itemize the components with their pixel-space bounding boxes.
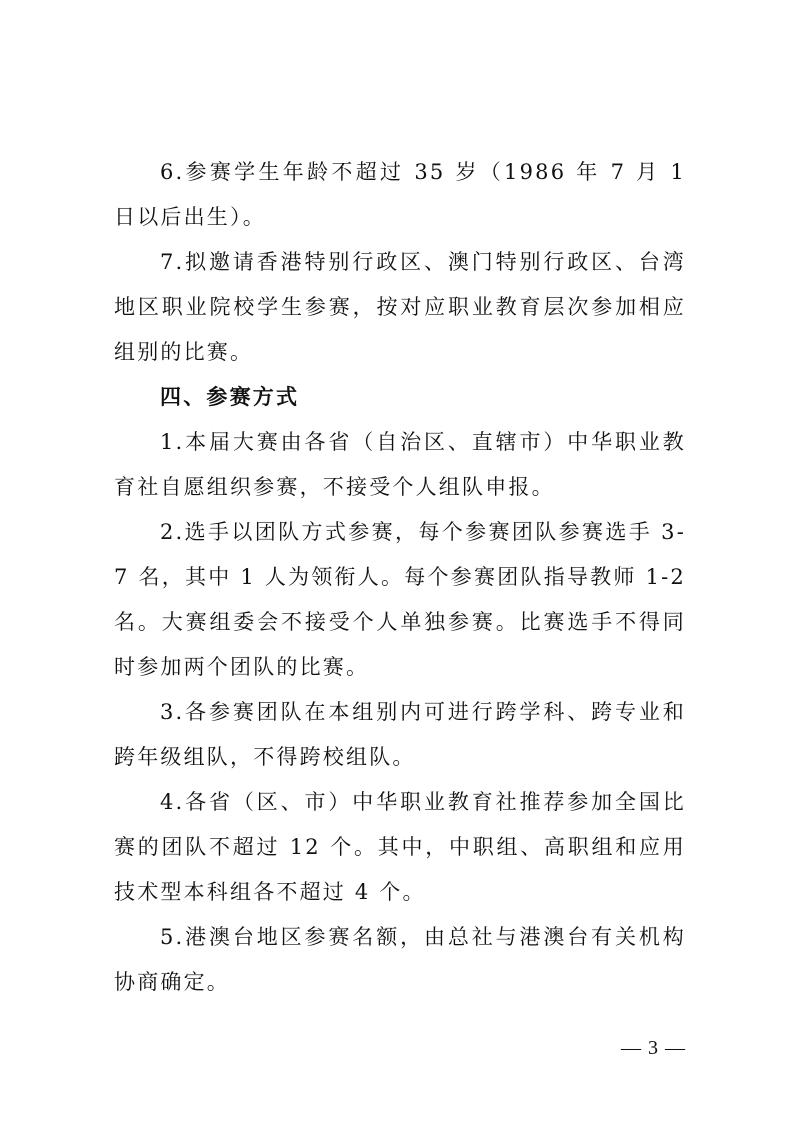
paragraph-team-composition: 2.选手以团队方式参赛，每个参赛团队参赛选手 3-7 名，其中 1 人为领衔人。每个参赛团队指导教师 1-2 名。大赛组委会不接受个人单独参赛。比赛选手不得同时参加两个团队的比赛。 <box>114 520 686 679</box>
document-body <box>114 150 686 1005</box>
paragraph-region-quota: 5.港澳台地区参赛名额，由总社与港澳台有关机构协商确定。 <box>114 925 686 994</box>
paragraph-age-limit: 6.参赛学生年龄不超过 35 岁（1986 年 7 月 1 日以后出生）。 <box>114 160 686 229</box>
page-number: — 3 — <box>621 1037 686 1059</box>
paragraph-organization: 1.本届大赛由各省（自治区、直辖市）中华职业教育社自愿组织参赛，不接受个人组队申报。 <box>114 430 686 499</box>
section-heading: 四、参赛方式 <box>160 385 300 409</box>
paragraph-hk-macau-taiwan-invitation: 7.拟邀请香港特别行政区、澳门特别行政区、台湾地区职业院校学生参赛，按对应职业教育层次参加相应组别的比赛。 <box>114 250 686 364</box>
paragraph-cross-discipline: 3.各参赛团队在本组别内可进行跨学科、跨专业和跨年级组队，不得跨校组队。 <box>114 700 686 769</box>
paragraph-team-quota: 4.各省（区、市）中华职业教育社推荐参加全国比赛的团队不超过 12 个。其中，中职组、高职组和应用技术型本科组各不超过 4 个。 <box>114 790 686 904</box>
